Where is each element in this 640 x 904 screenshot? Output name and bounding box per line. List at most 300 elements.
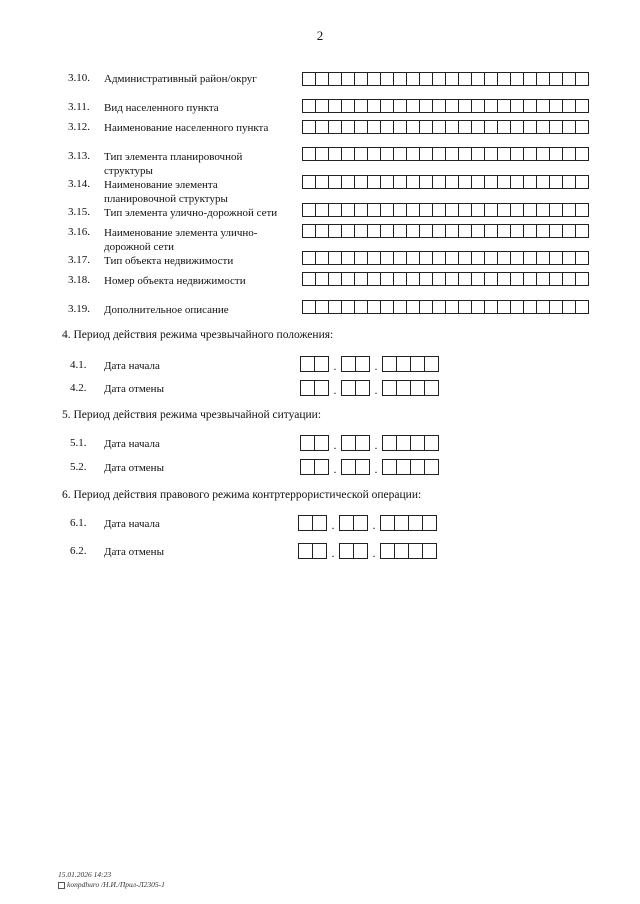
char-cell[interactable] [510, 72, 524, 86]
char-cell[interactable] [536, 203, 550, 217]
char-cell[interactable] [432, 272, 446, 286]
char-cell[interactable] [484, 120, 498, 134]
char-cell[interactable] [315, 72, 329, 86]
char-cell[interactable] [367, 147, 381, 161]
digit-cell[interactable] [424, 459, 439, 475]
char-cell[interactable] [549, 175, 563, 189]
char-cell[interactable] [328, 224, 342, 238]
char-cell[interactable] [458, 99, 472, 113]
digit-cell[interactable] [382, 380, 397, 396]
char-cell[interactable] [471, 272, 485, 286]
char-cell[interactable] [315, 300, 329, 314]
char-cells-field[interactable] [302, 300, 589, 314]
char-cell[interactable] [549, 72, 563, 86]
char-cell[interactable] [367, 224, 381, 238]
digit-cell[interactable] [355, 356, 370, 372]
digit-cell[interactable] [408, 515, 423, 531]
char-cell[interactable] [471, 175, 485, 189]
char-cell[interactable] [562, 147, 576, 161]
char-cell[interactable] [302, 251, 316, 265]
char-cell[interactable] [445, 272, 459, 286]
char-cell[interactable] [315, 99, 329, 113]
month-cells[interactable] [341, 435, 370, 451]
char-cell[interactable] [497, 251, 511, 265]
char-cell[interactable] [445, 224, 459, 238]
char-cell[interactable] [536, 300, 550, 314]
char-cell[interactable] [354, 72, 368, 86]
digit-cell[interactable] [341, 459, 356, 475]
char-cell[interactable] [458, 224, 472, 238]
digit-cell[interactable] [353, 515, 368, 531]
char-cell[interactable] [315, 272, 329, 286]
char-cell[interactable] [432, 203, 446, 217]
char-cell[interactable] [549, 300, 563, 314]
char-cell[interactable] [419, 300, 433, 314]
char-cell[interactable] [328, 72, 342, 86]
char-cell[interactable] [354, 99, 368, 113]
char-cell[interactable] [458, 120, 472, 134]
char-cell[interactable] [562, 251, 576, 265]
char-cell[interactable] [302, 300, 316, 314]
char-cell[interactable] [432, 72, 446, 86]
char-cell[interactable] [445, 147, 459, 161]
char-cell[interactable] [575, 99, 589, 113]
char-cell[interactable] [432, 175, 446, 189]
digit-cell[interactable] [396, 380, 411, 396]
char-cell[interactable] [510, 99, 524, 113]
month-cells[interactable] [339, 515, 368, 531]
digit-cell[interactable] [314, 356, 329, 372]
char-cell[interactable] [536, 175, 550, 189]
digit-cell[interactable] [300, 356, 315, 372]
char-cell[interactable] [497, 72, 511, 86]
day-cells[interactable] [298, 543, 327, 559]
char-cell[interactable] [328, 272, 342, 286]
char-cell[interactable] [354, 272, 368, 286]
char-cell[interactable] [523, 120, 537, 134]
char-cell[interactable] [393, 300, 407, 314]
char-cell[interactable] [341, 147, 355, 161]
char-cell[interactable] [367, 300, 381, 314]
char-cell[interactable] [523, 99, 537, 113]
char-cell[interactable] [354, 300, 368, 314]
char-cell[interactable] [419, 147, 433, 161]
digit-cell[interactable] [355, 435, 370, 451]
digit-cell[interactable] [355, 380, 370, 396]
char-cell[interactable] [562, 300, 576, 314]
char-cell[interactable] [445, 99, 459, 113]
digit-cell[interactable] [341, 380, 356, 396]
char-cell[interactable] [406, 99, 420, 113]
char-cell[interactable] [497, 300, 511, 314]
char-cell[interactable] [562, 72, 576, 86]
char-cell[interactable] [536, 120, 550, 134]
char-cell[interactable] [315, 147, 329, 161]
char-cell[interactable] [380, 120, 394, 134]
year-cells[interactable] [380, 543, 437, 559]
char-cell[interactable] [523, 251, 537, 265]
digit-cell[interactable] [314, 435, 329, 451]
char-cell[interactable] [315, 175, 329, 189]
char-cell[interactable] [354, 175, 368, 189]
char-cell[interactable] [432, 224, 446, 238]
digit-cell[interactable] [353, 543, 368, 559]
char-cell[interactable] [575, 224, 589, 238]
char-cell[interactable] [497, 120, 511, 134]
char-cell[interactable] [445, 120, 459, 134]
char-cell[interactable] [393, 99, 407, 113]
char-cell[interactable] [406, 300, 420, 314]
digit-cell[interactable] [408, 543, 423, 559]
char-cell[interactable] [406, 203, 420, 217]
char-cells-field[interactable] [302, 203, 589, 217]
day-cells[interactable] [298, 515, 327, 531]
char-cell[interactable] [406, 251, 420, 265]
char-cell[interactable] [380, 175, 394, 189]
digit-cell[interactable] [314, 459, 329, 475]
char-cell[interactable] [432, 120, 446, 134]
char-cell[interactable] [302, 72, 316, 86]
char-cell[interactable] [523, 203, 537, 217]
char-cell[interactable] [458, 147, 472, 161]
char-cell[interactable] [471, 224, 485, 238]
char-cell[interactable] [549, 147, 563, 161]
char-cell[interactable] [523, 300, 537, 314]
char-cell[interactable] [536, 272, 550, 286]
digit-cell[interactable] [314, 380, 329, 396]
char-cell[interactable] [523, 175, 537, 189]
char-cell[interactable] [523, 147, 537, 161]
char-cell[interactable] [510, 272, 524, 286]
char-cell[interactable] [328, 175, 342, 189]
char-cell[interactable] [380, 147, 394, 161]
char-cell[interactable] [393, 224, 407, 238]
char-cell[interactable] [315, 224, 329, 238]
char-cell[interactable] [497, 175, 511, 189]
date-field[interactable] [300, 435, 439, 451]
char-cell[interactable] [341, 99, 355, 113]
char-cell[interactable] [367, 120, 381, 134]
char-cell[interactable] [341, 224, 355, 238]
char-cell[interactable] [445, 203, 459, 217]
char-cell[interactable] [484, 147, 498, 161]
char-cell[interactable] [471, 251, 485, 265]
digit-cell[interactable] [410, 380, 425, 396]
char-cell[interactable] [419, 224, 433, 238]
digit-cell[interactable] [341, 435, 356, 451]
digit-cell[interactable] [300, 380, 315, 396]
char-cell[interactable] [341, 120, 355, 134]
char-cell[interactable] [328, 203, 342, 217]
year-cells[interactable] [382, 435, 439, 451]
char-cell[interactable] [328, 120, 342, 134]
char-cell[interactable] [354, 224, 368, 238]
day-cells[interactable] [300, 435, 329, 451]
char-cell[interactable] [406, 120, 420, 134]
char-cell[interactable] [445, 72, 459, 86]
char-cell[interactable] [510, 300, 524, 314]
char-cells-field[interactable] [302, 251, 589, 265]
date-field[interactable] [300, 380, 439, 396]
digit-cell[interactable] [410, 356, 425, 372]
char-cell[interactable] [302, 272, 316, 286]
char-cell[interactable] [445, 175, 459, 189]
char-cell[interactable] [458, 300, 472, 314]
char-cell[interactable] [562, 175, 576, 189]
char-cell[interactable] [575, 300, 589, 314]
char-cell[interactable] [393, 203, 407, 217]
digit-cell[interactable] [410, 435, 425, 451]
month-cells[interactable] [341, 356, 370, 372]
year-cells[interactable] [382, 380, 439, 396]
char-cell[interactable] [536, 147, 550, 161]
char-cell[interactable] [510, 203, 524, 217]
char-cell[interactable] [458, 175, 472, 189]
char-cell[interactable] [380, 99, 394, 113]
date-field[interactable] [298, 543, 437, 559]
char-cell[interactable] [302, 120, 316, 134]
digit-cell[interactable] [339, 543, 354, 559]
char-cell[interactable] [562, 120, 576, 134]
char-cell[interactable] [341, 300, 355, 314]
char-cell[interactable] [575, 251, 589, 265]
char-cell[interactable] [315, 203, 329, 217]
char-cell[interactable] [445, 251, 459, 265]
char-cell[interactable] [497, 203, 511, 217]
digit-cell[interactable] [394, 543, 409, 559]
month-cells[interactable] [341, 459, 370, 475]
char-cell[interactable] [367, 203, 381, 217]
char-cell[interactable] [367, 72, 381, 86]
char-cell[interactable] [380, 300, 394, 314]
char-cell[interactable] [315, 120, 329, 134]
char-cell[interactable] [432, 147, 446, 161]
char-cell[interactable] [497, 224, 511, 238]
char-cell[interactable] [432, 251, 446, 265]
digit-cell[interactable] [410, 459, 425, 475]
char-cell[interactable] [302, 99, 316, 113]
char-cell[interactable] [510, 251, 524, 265]
char-cell[interactable] [445, 300, 459, 314]
char-cell[interactable] [367, 99, 381, 113]
char-cell[interactable] [380, 72, 394, 86]
digit-cell[interactable] [355, 459, 370, 475]
char-cell[interactable] [536, 251, 550, 265]
char-cell[interactable] [549, 99, 563, 113]
char-cell[interactable] [484, 72, 498, 86]
char-cell[interactable] [575, 120, 589, 134]
char-cell[interactable] [419, 99, 433, 113]
char-cell[interactable] [497, 147, 511, 161]
char-cells-field[interactable] [302, 224, 589, 238]
char-cell[interactable] [484, 251, 498, 265]
char-cell[interactable] [549, 251, 563, 265]
char-cell[interactable] [484, 224, 498, 238]
digit-cell[interactable] [298, 543, 313, 559]
char-cell[interactable] [536, 99, 550, 113]
month-cells[interactable] [339, 543, 368, 559]
char-cell[interactable] [536, 224, 550, 238]
char-cell[interactable] [471, 300, 485, 314]
char-cell[interactable] [393, 72, 407, 86]
char-cells-field[interactable] [302, 120, 589, 134]
char-cell[interactable] [419, 175, 433, 189]
char-cell[interactable] [562, 224, 576, 238]
digit-cell[interactable] [380, 543, 395, 559]
char-cell[interactable] [549, 203, 563, 217]
year-cells[interactable] [382, 459, 439, 475]
digit-cell[interactable] [380, 515, 395, 531]
month-cells[interactable] [341, 380, 370, 396]
char-cell[interactable] [328, 147, 342, 161]
digit-cell[interactable] [424, 356, 439, 372]
day-cells[interactable] [300, 380, 329, 396]
char-cell[interactable] [458, 203, 472, 217]
char-cell[interactable] [471, 120, 485, 134]
year-cells[interactable] [380, 515, 437, 531]
char-cell[interactable] [549, 120, 563, 134]
char-cell[interactable] [458, 272, 472, 286]
char-cell[interactable] [380, 203, 394, 217]
char-cell[interactable] [536, 72, 550, 86]
char-cell[interactable] [575, 147, 589, 161]
char-cell[interactable] [419, 203, 433, 217]
char-cells-field[interactable] [302, 272, 589, 286]
char-cell[interactable] [315, 251, 329, 265]
char-cell[interactable] [341, 251, 355, 265]
digit-cell[interactable] [312, 543, 327, 559]
char-cell[interactable] [354, 147, 368, 161]
char-cell[interactable] [471, 72, 485, 86]
char-cells-field[interactable] [302, 175, 589, 189]
digit-cell[interactable] [300, 435, 315, 451]
digit-cell[interactable] [312, 515, 327, 531]
digit-cell[interactable] [300, 459, 315, 475]
digit-cell[interactable] [396, 459, 411, 475]
char-cell[interactable] [419, 272, 433, 286]
digit-cell[interactable] [341, 356, 356, 372]
char-cell[interactable] [328, 300, 342, 314]
char-cell[interactable] [406, 272, 420, 286]
char-cell[interactable] [354, 203, 368, 217]
char-cell[interactable] [510, 175, 524, 189]
char-cell[interactable] [328, 99, 342, 113]
char-cell[interactable] [575, 175, 589, 189]
char-cell[interactable] [562, 99, 576, 113]
char-cell[interactable] [484, 175, 498, 189]
char-cell[interactable] [458, 72, 472, 86]
digit-cell[interactable] [424, 380, 439, 396]
char-cell[interactable] [432, 300, 446, 314]
char-cell[interactable] [341, 203, 355, 217]
char-cell[interactable] [341, 175, 355, 189]
char-cell[interactable] [432, 99, 446, 113]
date-field[interactable] [300, 459, 439, 475]
char-cell[interactable] [484, 99, 498, 113]
char-cell[interactable] [575, 272, 589, 286]
digit-cell[interactable] [382, 356, 397, 372]
char-cell[interactable] [393, 272, 407, 286]
char-cells-field[interactable] [302, 147, 589, 161]
char-cell[interactable] [341, 72, 355, 86]
char-cell[interactable] [484, 203, 498, 217]
char-cell[interactable] [393, 175, 407, 189]
char-cell[interactable] [458, 251, 472, 265]
char-cell[interactable] [354, 120, 368, 134]
date-field[interactable] [298, 515, 437, 531]
char-cell[interactable] [497, 99, 511, 113]
digit-cell[interactable] [424, 435, 439, 451]
char-cell[interactable] [406, 147, 420, 161]
char-cell[interactable] [406, 175, 420, 189]
char-cell[interactable] [302, 175, 316, 189]
char-cell[interactable] [302, 147, 316, 161]
char-cell[interactable] [380, 251, 394, 265]
char-cell[interactable] [510, 120, 524, 134]
char-cell[interactable] [510, 147, 524, 161]
char-cell[interactable] [562, 272, 576, 286]
char-cell[interactable] [354, 251, 368, 265]
char-cell[interactable] [380, 272, 394, 286]
digit-cell[interactable] [422, 543, 437, 559]
digit-cell[interactable] [382, 435, 397, 451]
digit-cell[interactable] [394, 515, 409, 531]
char-cell[interactable] [367, 175, 381, 189]
char-cell[interactable] [471, 147, 485, 161]
char-cell[interactable] [419, 251, 433, 265]
char-cell[interactable] [367, 251, 381, 265]
char-cell[interactable] [471, 203, 485, 217]
day-cells[interactable] [300, 459, 329, 475]
digit-cell[interactable] [339, 515, 354, 531]
char-cell[interactable] [367, 272, 381, 286]
char-cell[interactable] [484, 300, 498, 314]
digit-cell[interactable] [396, 356, 411, 372]
char-cell[interactable] [510, 224, 524, 238]
char-cell[interactable] [575, 203, 589, 217]
char-cell[interactable] [302, 224, 316, 238]
char-cell[interactable] [471, 99, 485, 113]
char-cell[interactable] [406, 72, 420, 86]
char-cell[interactable] [380, 224, 394, 238]
char-cells-field[interactable] [302, 99, 589, 113]
char-cell[interactable] [406, 224, 420, 238]
char-cell[interactable] [523, 272, 537, 286]
char-cell[interactable] [497, 272, 511, 286]
char-cell[interactable] [562, 203, 576, 217]
char-cell[interactable] [328, 251, 342, 265]
char-cell[interactable] [575, 72, 589, 86]
char-cell[interactable] [302, 203, 316, 217]
char-cell[interactable] [393, 251, 407, 265]
char-cell[interactable] [419, 72, 433, 86]
char-cell[interactable] [523, 224, 537, 238]
char-cell[interactable] [341, 272, 355, 286]
char-cell[interactable] [549, 272, 563, 286]
digit-cell[interactable] [382, 459, 397, 475]
digit-cell[interactable] [298, 515, 313, 531]
char-cell[interactable] [523, 72, 537, 86]
char-cells-field[interactable] [302, 72, 589, 86]
digit-cell[interactable] [422, 515, 437, 531]
char-cell[interactable] [393, 120, 407, 134]
char-cell[interactable] [419, 120, 433, 134]
char-cell[interactable] [484, 272, 498, 286]
date-field[interactable] [300, 356, 439, 372]
char-cell[interactable] [549, 224, 563, 238]
char-cell[interactable] [393, 147, 407, 161]
year-cells[interactable] [382, 356, 439, 372]
